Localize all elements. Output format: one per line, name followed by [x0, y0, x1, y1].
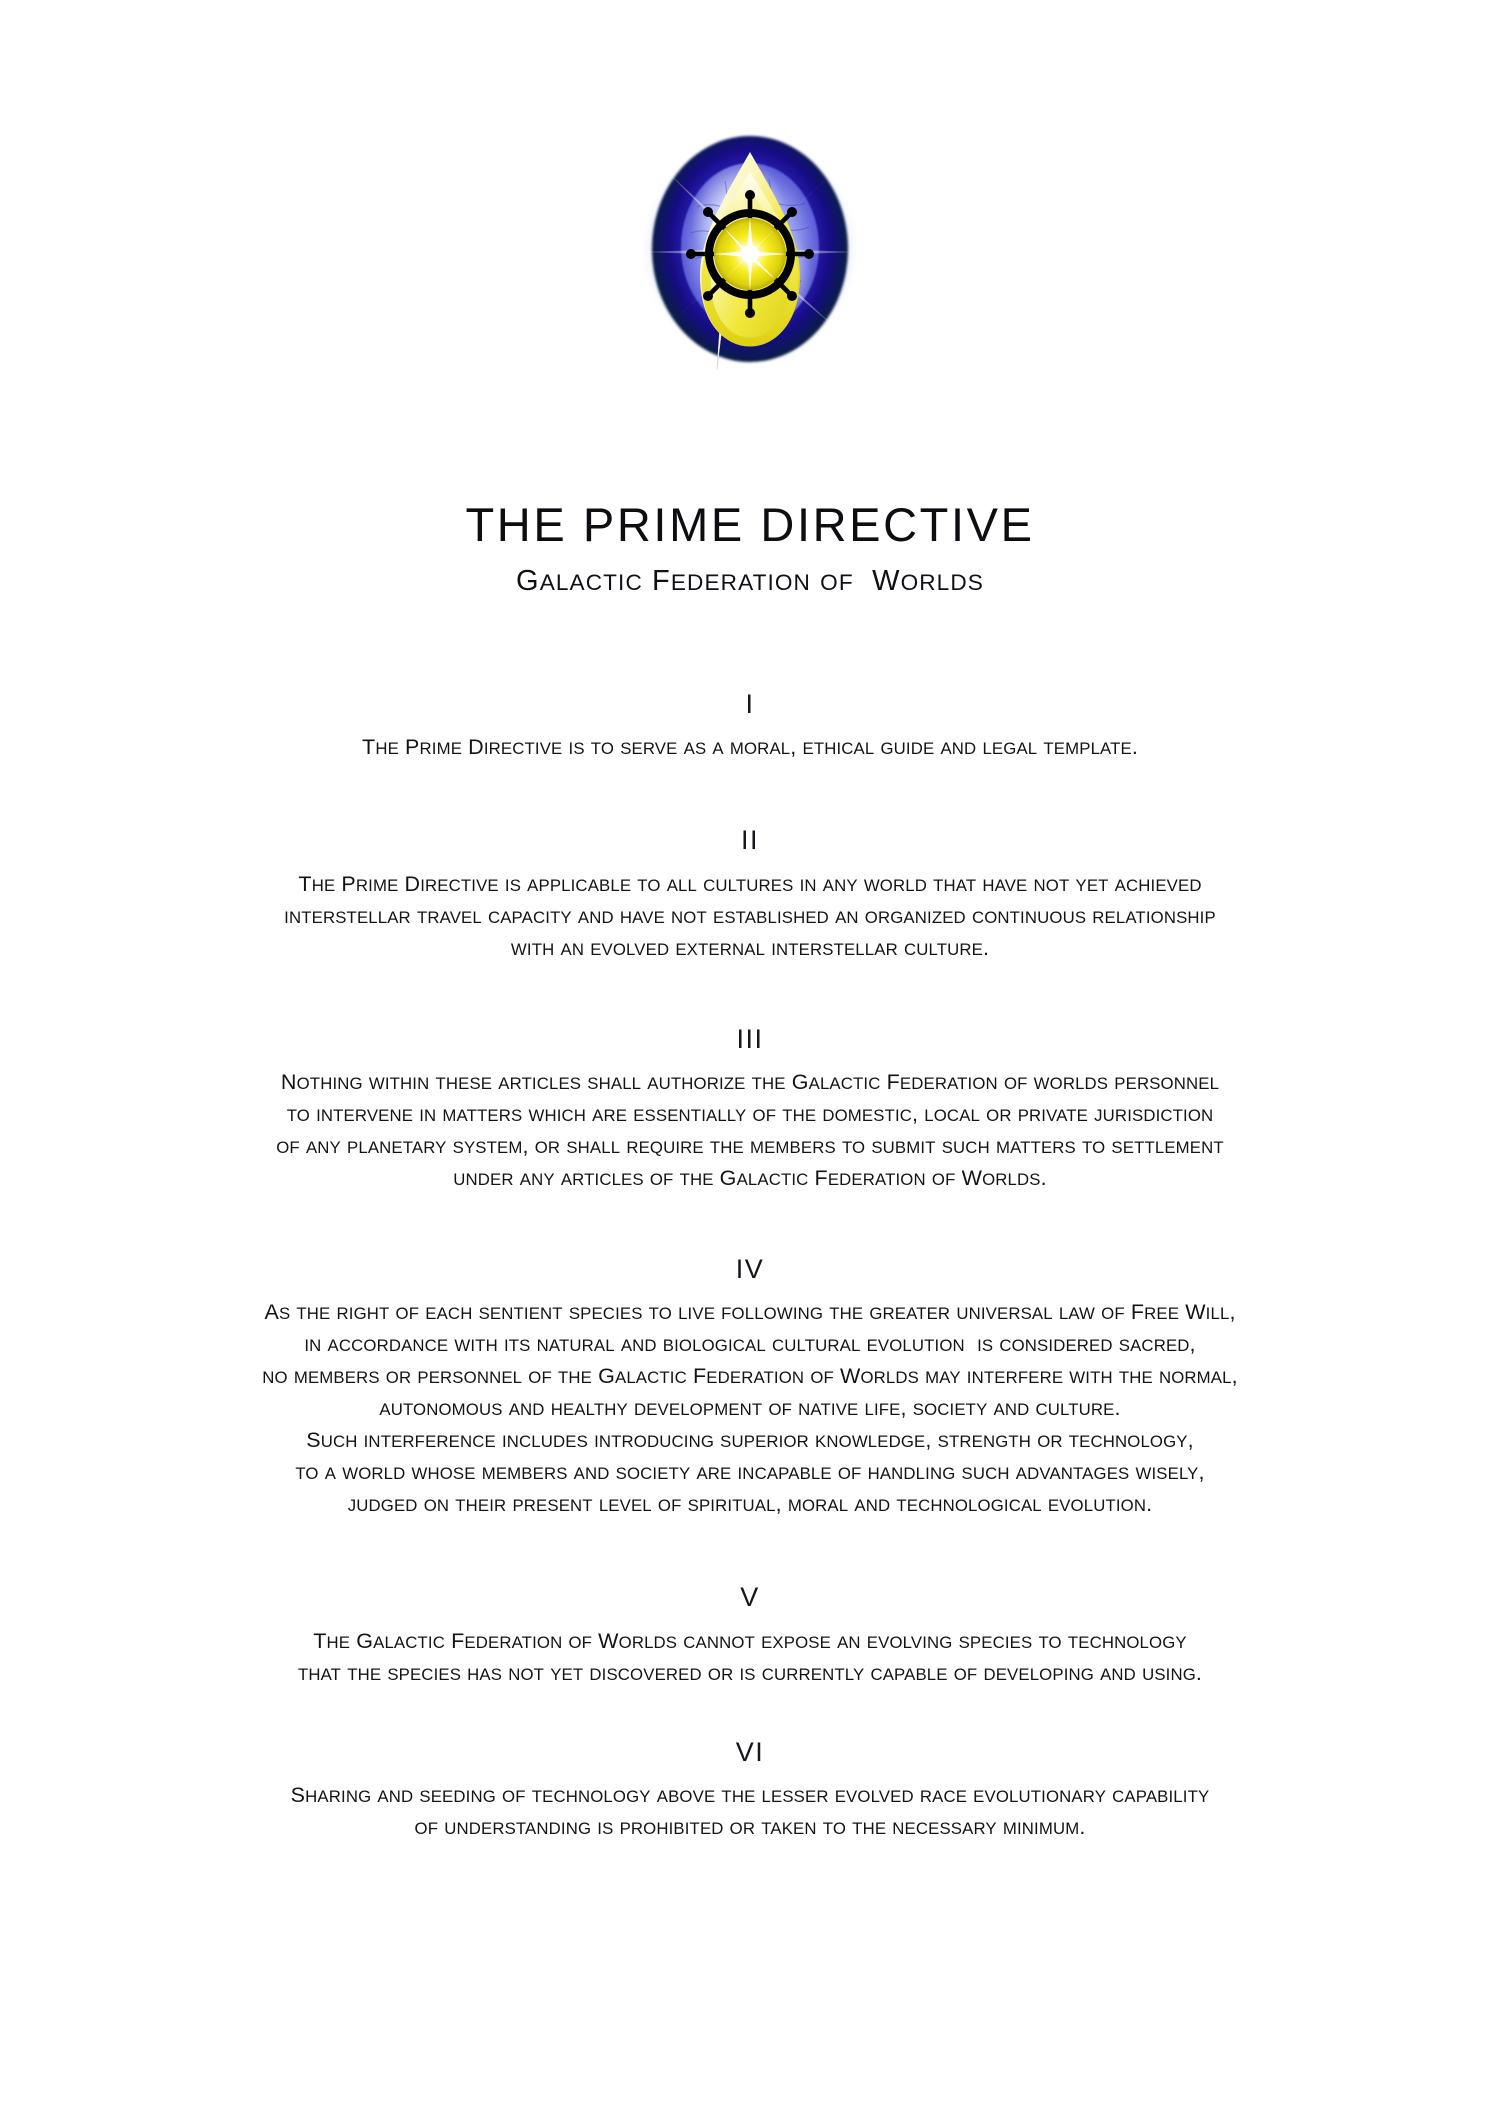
article-line: WITH AN EVOLVED EXTERNAL INTERSTELLAR CULTURE. [510, 935, 990, 960]
article-body [0, 869, 1500, 965]
article-line: INTERSTELLAR TRAVEL CAPACITY AND HAVE NOT ESTABLISHED AN ORGANIZED CONTINUOUS RELATIONSHIP [284, 907, 1216, 927]
article-line: SUCH INTERFERENCE INCLUDES INTRODUCING SUPERIOR KNOWLEDGE, STRENGTH OR TECHNOLOGY, [306, 1428, 1194, 1453]
page-title: THE PRIME DIRECTIVE [465, 498, 1035, 551]
article-line: UNDER ANY ARTICLES OF THE GALACTIC FEDERATION OF WORLDS. [453, 1166, 1047, 1191]
emblem-sun-icon [675, 179, 825, 329]
article-numeral: III [736, 1023, 764, 1054]
galactic-federation-emblem-icon [600, 124, 900, 374]
article-body [0, 1780, 1500, 1844]
article-i [0, 690, 1500, 764]
article-ii [0, 826, 1500, 964]
article-line: IN ACCORDANCE WITH ITS NATURAL AND BIOLOGICAL CULTURAL EVOLUTION IS CONSIDERED SACRED, [304, 1332, 1196, 1357]
article-spacer [0, 965, 1500, 1025]
articles-list [0, 690, 1500, 1844]
article-vi [0, 1738, 1500, 1844]
article-line: AS THE RIGHT OF EACH SENTIENT SPECIES TO LIVE FOLLOWING THE GREATER UNIVERSAL LAW OF FREE WILL, [264, 1300, 1236, 1325]
article-iv [0, 1255, 1500, 1521]
article-line: OF UNDERSTANDING IS PROHIBITED OR TAKEN TO THE NECESSARY MINIMUM. [414, 1815, 1086, 1840]
article-line: THE PRIME DIRECTIVE IS TO SERVE AS A MORAL, ETHICAL GUIDE AND LEGAL TEMPLATE. [362, 735, 1138, 760]
article-line: NOTHING WITHIN THESE ARTICLES SHALL AUTHORIZE THE GALACTIC FEDERATION OF WORLDS PERSONNEL [280, 1070, 1220, 1095]
article-numeral: IV [735, 1254, 765, 1285]
article-spacer [0, 764, 1500, 826]
emblem-container [0, 124, 1500, 374]
article-spacer [0, 1690, 1500, 1738]
article-spacer [0, 1521, 1500, 1583]
article-numeral: V [740, 1582, 760, 1613]
article-line: THAT THE SPECIES HAS NOT YET DISCOVERED OR IS CURRENTLY CAPABLE OF DEVELOPING AND USING. [297, 1660, 1203, 1685]
article-body [0, 1297, 1500, 1521]
article-v [0, 1583, 1500, 1689]
article-line: SHARING AND SEEDING OF TECHNOLOGY ABOVE THE LESSER EVOLVED RACE EVOLUTIONARY CAPABILITY [290, 1783, 1210, 1808]
article-line: THE GALACTIC FEDERATION OF WORLDS CANNOT EXPOSE AN EVOLVING SPECIES TO TECHNOLOGY [313, 1628, 1187, 1653]
article-line: THE PRIME DIRECTIVE IS APPLICABLE TO ALL CULTURES IN ANY WORLD THAT HAVE NOT YET ACHIEVED [298, 871, 1202, 896]
article-iii [0, 1025, 1500, 1195]
article-body [0, 1626, 1500, 1690]
article-line: NO MEMBERS OR PERSONNEL OF THE GALACTIC FEDERATION OF WORLDS MAY INTERFERE WITH THE NORMAL, [262, 1364, 1238, 1389]
article-numeral: II [740, 825, 759, 856]
article-line: JUDGED ON THEIR PRESENT LEVEL OF SPIRITUAL, MORAL AND TECHNOLOGICAL EVOLUTION. [347, 1492, 1153, 1517]
article-body [0, 732, 1500, 764]
page-subtitle: GALACTIC FEDERATION OF WORLDS [516, 565, 984, 597]
article-line: OF ANY PLANETARY SYSTEM, OR SHALL REQUIRE THE MEMBERS TO SUBMIT SUCH MATTERS TO SETTLEMENT [276, 1134, 1224, 1159]
article-numeral: I [745, 689, 755, 719]
article-numeral: VI [735, 1736, 765, 1767]
article-line: TO INTERVENE IN MATTERS WHICH ARE ESSENTIALLY OF THE DOMESTIC, LOCAL OR PRIVATE JURISDICTION [286, 1102, 1214, 1127]
article-line: TO A WORLD WHOSE MEMBERS AND SOCIETY ARE INCAPABLE OF HANDLING SUCH ADVANTAGES WISELY, [295, 1460, 1205, 1485]
article-spacer [0, 1195, 1500, 1255]
article-line: AUTONOMOUS AND HEALTHY DEVELOPMENT OF NATIVE LIFE, SOCIETY AND CULTURE. [379, 1396, 1121, 1421]
article-body [0, 1067, 1500, 1195]
